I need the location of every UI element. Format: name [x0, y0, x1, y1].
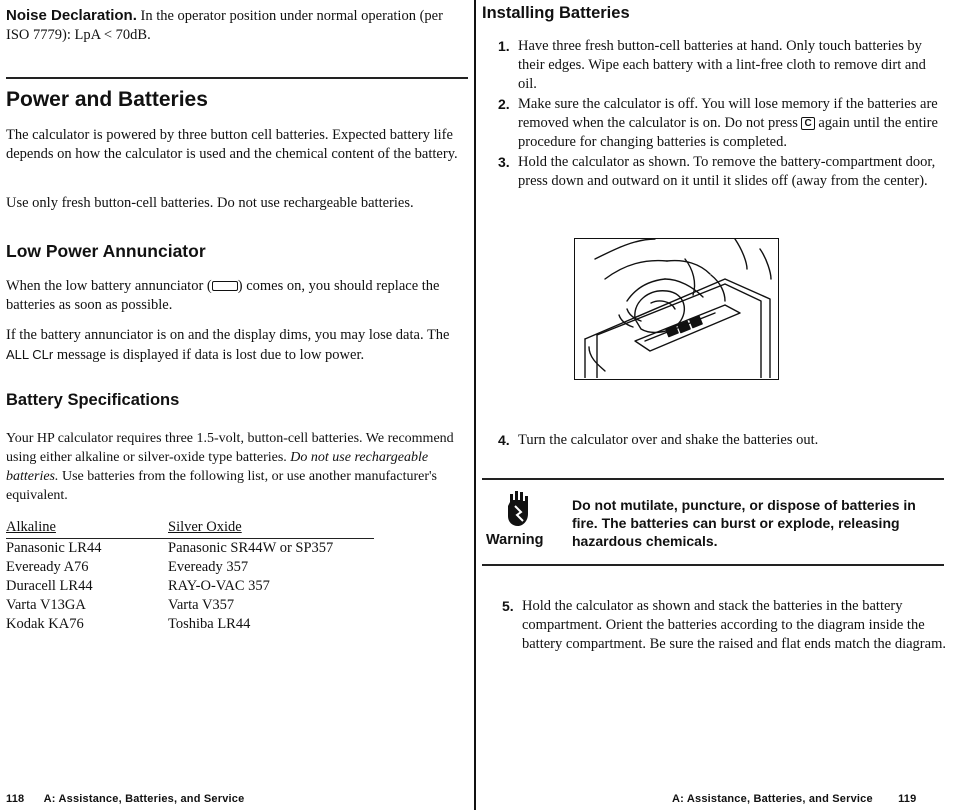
installing-heading: Installing Batteries [482, 4, 630, 22]
noise-text: In the operator position under normal operation (per ISO 7779): LpA < 70dB. [6, 8, 443, 43]
step-number: 4. [498, 432, 510, 448]
step-text: Turn the calculator over and shake the batteries out. [518, 432, 819, 448]
low-power-text-a: When the low battery annunciator ( [6, 278, 212, 294]
right-footer-title: A: Assistance, Batteries, and Service [672, 793, 873, 805]
low-power-p2-a: If the battery annunciator is on and the display dims, you may lose data. The [6, 327, 450, 343]
low-battery-icon [212, 281, 238, 291]
silver-oxide-cell: Panasonic SR44W or SP357 [168, 540, 334, 556]
low-power-p2-b: message is displayed if data is lost due to low power. [53, 347, 365, 363]
table-row [6, 577, 374, 596]
table-row [6, 539, 374, 558]
step-number: 1. [498, 38, 510, 54]
alkaline-cell: Varta V13GA [6, 597, 86, 613]
silver-oxide-cell: Eveready 357 [168, 559, 249, 575]
table-row [6, 615, 374, 634]
power-paragraph-2: Use only fresh button-cell batteries. Do not use rechargeable batteries. [6, 195, 414, 211]
spec-text-b: Use batteries from the following list, or use another manufacturer's equivalent. [6, 469, 437, 503]
left-footer-title: A: Assistance, Batteries, and Service [43, 793, 245, 805]
alkaline-cell: Duracell LR44 [6, 578, 93, 594]
step-4 [498, 431, 948, 450]
step-1 [498, 37, 948, 94]
warning-text: Do not mutilate, puncture, or dispose of batteries in fire. The batteries can burst or explode, releasing hazardous chemicals. [572, 497, 916, 549]
warning-label: Warning [486, 532, 544, 548]
hand-calculator-drawing [575, 239, 777, 378]
page-divider [474, 0, 476, 810]
right-footer [672, 793, 916, 805]
warning-rule-bottom [482, 564, 944, 566]
warning-rule-top [482, 478, 944, 480]
step-5 [502, 597, 948, 654]
step-number: 5. [502, 598, 514, 614]
step-number: 3. [498, 154, 510, 170]
battery-spec-paragraph [6, 429, 466, 505]
battery-table-header [6, 518, 374, 539]
warning-box [482, 478, 948, 566]
battery-spec-heading: Battery Specifications [6, 391, 180, 409]
step-2 [498, 95, 948, 152]
low-power-paragraph-1 [6, 277, 452, 315]
step-text [518, 95, 948, 152]
power-paragraph-1: The calculator is powered by three button cell batteries. Expected battery life depends on how the calculator is used and the chemical content of the battery. [6, 127, 458, 162]
right-page-number: 119 [898, 793, 917, 805]
power-heading: Power and Batteries [6, 88, 208, 111]
battery-table [6, 518, 374, 634]
alkaline-cell: Panasonic LR44 [6, 540, 102, 556]
spec-text-italic: Do not use rechargeable batteries. [6, 450, 429, 484]
battery-removal-illustration [574, 238, 779, 380]
header-silver-oxide: Silver Oxide [168, 519, 242, 535]
low-power-paragraph-2 [6, 326, 466, 365]
step-2-text-a: Make sure the calculator is off. You will lose memory if the batteries are removed when the calculator is on. Do not press [518, 96, 938, 131]
left-footer [6, 793, 244, 805]
table-row [6, 596, 374, 615]
silver-oxide-cell: Toshiba LR44 [168, 616, 251, 632]
low-power-text-b: ) comes on, you should replace the batteries as soon as possible. [6, 278, 440, 313]
low-power-heading: Low Power Annunciator [6, 241, 206, 261]
step-number: 2. [498, 96, 510, 112]
silver-oxide-cell: Varta V357 [168, 597, 235, 613]
step-text: Have three fresh button-cell batteries at hand. Only touch batteries by their edges. Wipe each battery with a lint-free cloth to remove dirt and oil. [518, 38, 926, 92]
noise-declaration [6, 6, 468, 45]
all-clr-message: ALL CLr [6, 347, 54, 362]
step-text: Hold the calculator as shown and stack the batteries in the battery compartment. Orient the batteries according to the diagram inside the battery compartment. Be sure the raised and flat ends match the diagram. [522, 598, 946, 652]
noise-label: Noise Declaration. [6, 7, 137, 24]
alkaline-cell: Eveready A76 [6, 559, 89, 575]
section-rule [6, 77, 468, 79]
warning-hand-icon [504, 488, 534, 528]
table-row [6, 558, 374, 577]
step-text: Hold the calculator as shown. To remove the battery-compartment door, press down and outward on it until it slides off (away from the center). [518, 154, 936, 189]
clear-key-icon: C [801, 117, 814, 130]
header-alkaline: Alkaline [6, 519, 56, 535]
spec-text-a: Your HP calculator requires three 1.5-volt, button-cell batteries. We recommend using either alkaline or silver-oxide type batteries. [6, 431, 454, 465]
alkaline-cell: Kodak KA76 [6, 616, 84, 632]
step-3 [498, 153, 948, 191]
silver-oxide-cell: RAY-O-VAC 357 [168, 578, 270, 594]
step-2-text-b: again until the entire procedure for changing batteries is completed. [518, 115, 938, 150]
left-page-number: 118 [6, 793, 25, 805]
